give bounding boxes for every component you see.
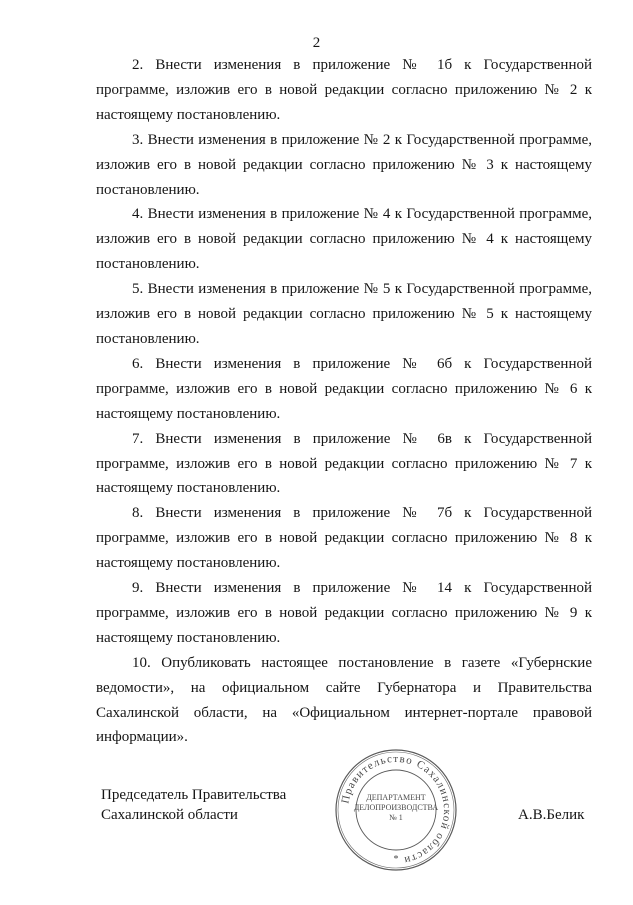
signer-title-line2: Сахалинской области	[101, 807, 238, 823]
paragraph-item-2: 2. Внести изменения в приложение № 1б к Государственной программе, изложив его в новой редакции согласно приложению № 2 к настоящему постановлению.	[96, 57, 592, 123]
signer-title	[101, 785, 286, 825]
paragraph-item-10: 10. Опубликовать настоящее постановление в газете «Губернские ведомости», на официальном сайте Губернатора и Правительства Сахалинской области, на «Официальном интернет-портале правовой информации».	[96, 654, 592, 746]
seal-line2: ДЕЛОПРОИЗВОДСТВА	[353, 803, 439, 812]
official-seal	[333, 747, 459, 873]
seal-star: *	[393, 854, 399, 865]
paragraph-item-4: 4. Внести изменения в приложение № 4 к Государственной программе, изложив его в новой редакции согласно приложению № 4 к настоящему постановлению.	[96, 206, 592, 273]
document-body	[96, 53, 592, 750]
paragraph-item-3: 3. Внести изменения в приложение № 2 к Государственной программе, изложив его в новой редакции согласно приложению № 3 к настоящему постановлению.	[96, 131, 592, 198]
paragraph-item-9: 9. Внести изменения в приложение № 14 к Государственной программе, изложив его в новой редакции согласно приложению № 9 к настоящему постановлению.	[96, 580, 592, 646]
paragraph-item-8: 8. Внести изменения в приложение № 7б к Государственной программе, изложив его в новой редакции согласно приложению № 8 к настоящему постановлению.	[96, 505, 592, 572]
seal-line1: ДЕПАРТАМЕНТ	[366, 793, 426, 802]
paragraph-item-7: 7. Внести изменения в приложение № 6в к Государственной программе, изложив его в новой редакции согласно приложению № 7 к настоящему постановлению.	[96, 430, 592, 497]
signer-title-line1: Председатель Правительства	[101, 787, 287, 803]
seal-ring-text: Правительство Сахалинской области	[339, 752, 454, 867]
seal-line3: № 1	[389, 813, 403, 822]
signer-name: А.В.Белик	[518, 807, 585, 823]
paragraph-item-6: 6. Внести изменения в приложение № 6б к Государственной программе, изложив его в новой редакции согласно приложению № 6 к настоящему постановлению.	[96, 355, 592, 422]
paragraph-item-5: 5. Внести изменения в приложение № 5 к Государственной программе, изложив его в новой редакции согласно приложению № 5 к настоящему постановлению.	[96, 281, 592, 347]
page-number: 2	[312, 35, 321, 51]
